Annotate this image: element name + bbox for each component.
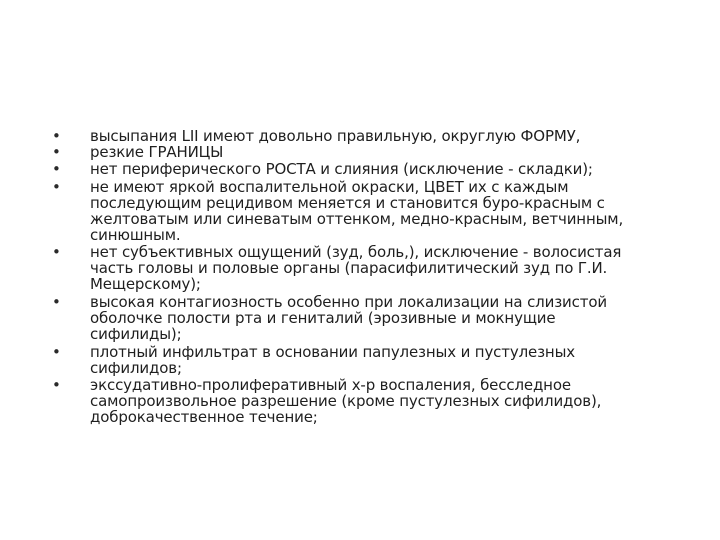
list-item-text: плотный инфильтрат в основании папулезных и пустулезных сифилидов; (90, 343, 576, 377)
list-item-text: нет периферического РОСТА и слияния (исключение - складки); (90, 160, 593, 178)
list-item-text: нет субъективных ощущений (зуд, боль,), исключение - волосистая часть головы и половые органы (парасифилитический зуд по Г.И. Мещерскому); (90, 243, 622, 293)
bullet-icon: • (52, 343, 61, 361)
bullet-icon: • (52, 376, 61, 394)
bullet-icon: • (52, 293, 61, 311)
list-item-text: высыпания LII имеют довольно правильную, округлую ФОРМУ, (90, 127, 581, 145)
bullet-icon: • (52, 178, 61, 196)
bullet-icon: • (52, 243, 61, 261)
list-item-text: высокая контагиозность особенно при локализации на слизистой оболочке полости рта и гениталий (эрозивные и мокнущие сифилиды); (90, 293, 607, 343)
list-item-text: не имеют яркой воспалительной окраски, ЦВЕТ их с каждым последующим рецидивом меняется и становится буро-красным с желтоватым или синеватым оттенком, медно-красным, ветчинным, синюшным. (90, 178, 624, 244)
bullet-icon: • (52, 160, 61, 178)
list-item-text: резкие ГРАНИЦЫ (90, 143, 224, 161)
list-item-text: экссудативно-пролиферативный х-р воспаления, бесследное самопроизвольное разрешение (кроме пустулезных сифилидов), доброкачественное течение; (90, 376, 602, 426)
bullet-icon: • (52, 143, 61, 161)
bullet-icon: • (52, 127, 61, 145)
